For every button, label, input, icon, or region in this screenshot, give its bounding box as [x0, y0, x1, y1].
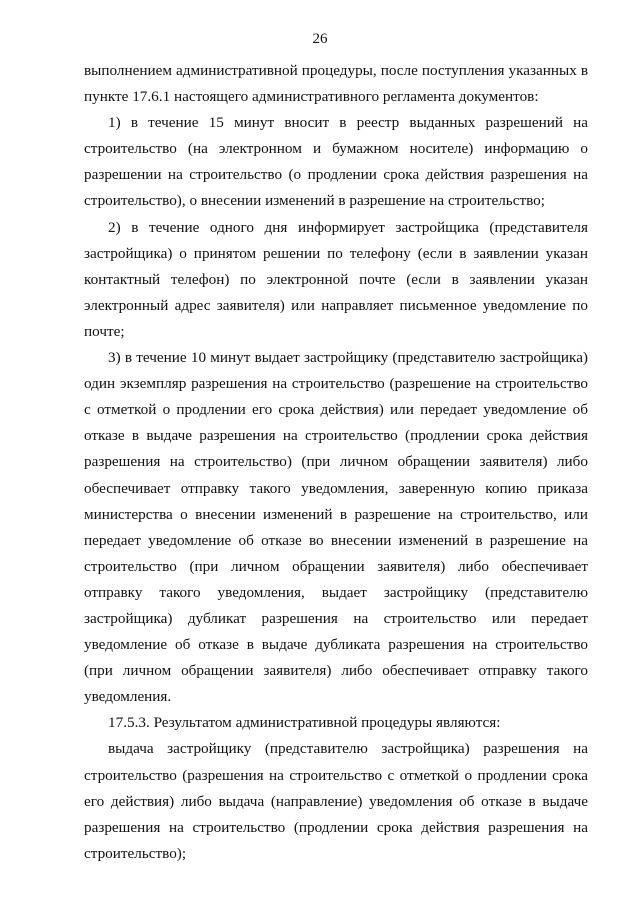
paragraph-section-heading: 17.5.3. Результатом административной процедуры являются:	[108, 714, 501, 732]
document-body	[84, 58, 588, 867]
paragraph-item-2: 2) в течение одного дня информирует застройщика (представителя застройщика) о принятом решении по телефону (если в заявлении указан контактный телефон) по электронной почте (если в заявлении указан электронный адрес заявителя) или направляет письменное уведомление по почте;	[84, 218, 588, 340]
paragraph-continuation: выполнением административной процедуры, после поступления указанных в пункте 17.6.1 настоящего административного регламента документов:	[84, 62, 588, 106]
paragraph-item-1: 1) в течение 15 минут вносит в реестр выданных разрешений на строительство (на электронном и бумажном носителе) информацию о разрешении на строительство (о продлении срока действия разрешения на строительство), о внесении изменений в разрешение на строительство;	[84, 114, 588, 210]
paragraph-result: выдача застройщику (представителю застройщика) разрешения на строительство (разрешения на строительство с отметкой о продлении срока его действия) либо выдача (направление) уведомления об отказе в выдаче разрешения на строительство (продлении срока действия разрешения на строительство);	[84, 740, 588, 862]
page-number: 26	[312, 31, 328, 47]
paragraph-item-3: 3) в течение 10 минут выдает застройщику (представителю застройщика) один экземпляр разрешения на строительство (разрешение на строительство с отметкой о продлении его срока действия) или передает уведомление об отказе в выдаче разрешения на строительство (продлении срока действия разрешения на строительство) (при личном обращении заявителя) либо обеспечивает отправку такого уведомления, заверенную копию приказа министерства о внесении изменений в разрешение на строительство, или передает уведомление об отказе во внесении изменений в разрешение на строительство (при личном обращении заявителя) либо обеспечивает отправку такого уведомления, выдает застройщику (представителю застройщика) дубликат разрешения на строительство или передает уведомление об отказе в выдаче дубликата разрешения на строительство (при личном обращении заявителя) либо обеспечивает отправку такого уведомления.	[84, 349, 588, 706]
